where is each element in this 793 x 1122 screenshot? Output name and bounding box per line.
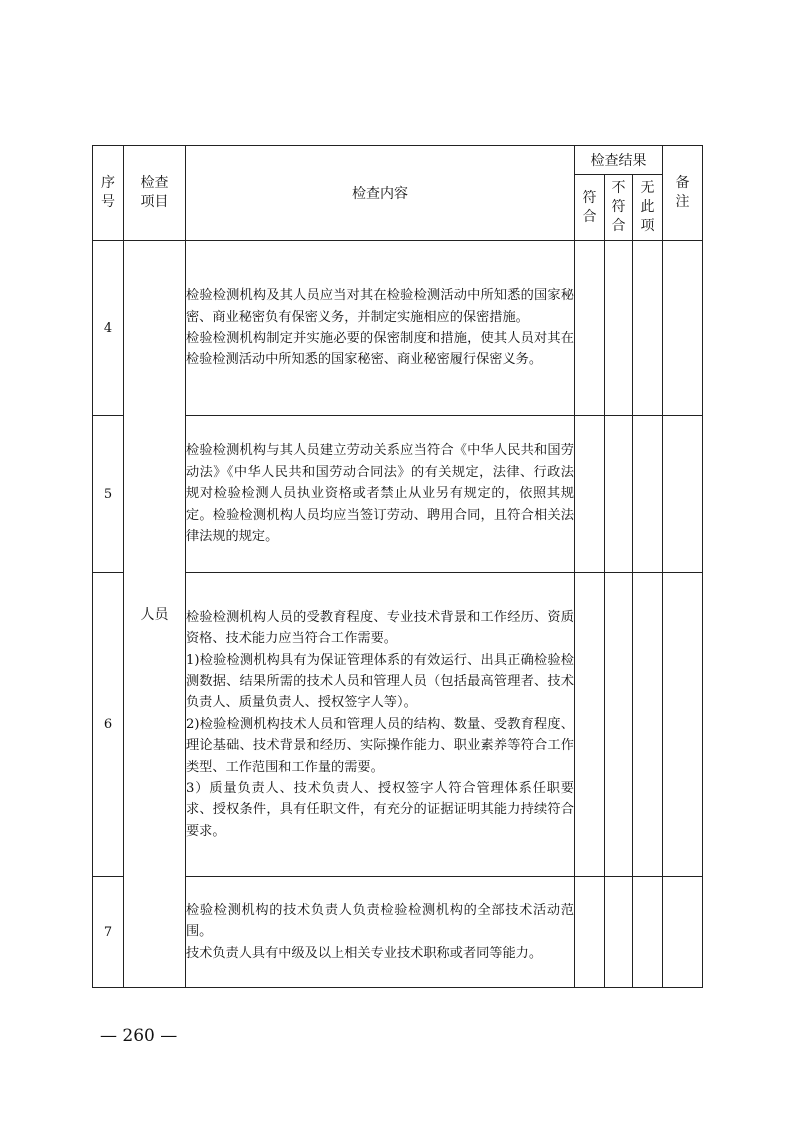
na-cell[interactable] [633,573,663,877]
comply-cell[interactable] [575,416,605,573]
row-number: 5 [93,416,124,573]
na-cell[interactable] [633,877,663,988]
content-paragraph: 检验检测机构的技术负责人负责检验检测机构的全部技术活动范围。 [186,902,574,940]
not-comply-cell[interactable] [605,416,633,573]
row-content [186,416,575,573]
content-paragraph: 1)检验检测机构具有为保证管理体系的有效运行、出具正确检验检测数据、结果所需的技术人员和管理人员（包括最高管理者、技术负责人、质量负责人、授权签字人等）。 [186,652,574,711]
content-paragraph: 2)检验检测机构技术人员和管理人员的结构、数量、受教育程度、理论基础、技术背景和经历、实际操作能力、职业素养等符合工作类型、工作范围和工作量的需要。 [186,716,574,775]
na-cell[interactable] [633,416,663,573]
remark-cell[interactable] [663,573,703,877]
row-number: 7 [93,877,124,988]
row-number: 6 [93,573,124,877]
content-paragraph: 检验检测机构制定并实施必要的保密制度和措施，使其人员对其在检验检测活动中所知悉的国家秘密、商业秘密履行保密义务。 [186,331,574,368]
header-comply: 符合 [575,175,605,241]
content-paragraph: 检验检测机构人员的受教育程度、专业技术背景和工作经历、资质资格、技术能力应当符合工作需要。 [186,609,574,647]
not-comply-cell[interactable] [605,877,633,988]
page-number: — 260 — [100,1026,178,1046]
row-content [186,877,575,988]
comply-cell[interactable] [575,573,605,877]
content-paragraph: 3）质量负责人、技术负责人、授权签字人符合管理体系任职要求、授权条件，具有任职文件，有充分的证据证明其能力持续符合要求。 [186,781,574,839]
not-comply-cell[interactable] [605,573,633,877]
content-paragraph: 技术负责人具有中级及以上相关专业技术职称或者同等能力。 [186,945,543,961]
na-cell[interactable] [633,241,663,416]
comply-cell[interactable] [575,877,605,988]
header-not-comply: 不符合 [605,175,633,241]
header-result: 检查结果 [575,146,663,175]
header-na: 无此项 [633,175,663,241]
content-paragraph: 检验检测机构与其人员建立劳动关系应当符合《中华人民共和国劳动法》《中华人民共和国劳动合同法》的有关规定，法律、行政法规对检验检测人员执业资格或者禁止从业另有规定的，依照其规定。检验检测机构人员均应当签订劳动、聘用合同，且符合相关法律法规的规定。 [186,443,574,545]
not-comply-cell[interactable] [605,241,633,416]
header-remark: 备注 [663,146,703,241]
comply-cell[interactable] [575,241,605,416]
header-seq: 序号 [93,146,124,241]
remark-cell[interactable] [663,241,703,416]
row-content [186,573,575,877]
header-content: 检查内容 [186,146,575,241]
row-number: 4 [93,241,124,416]
inspection-table [92,145,703,988]
category-cell: 人员 [124,241,186,988]
row-content [186,241,575,416]
table-row [93,241,703,416]
remark-cell[interactable] [663,416,703,573]
content-paragraph: 检验检测机构及其人员应当对其在检验检测活动中所知悉的国家秘密、商业秘密负有保密义务，并制定实施相应的保密措施。 [186,288,574,325]
header-item: 检查项目 [124,146,186,241]
remark-cell[interactable] [663,877,703,988]
